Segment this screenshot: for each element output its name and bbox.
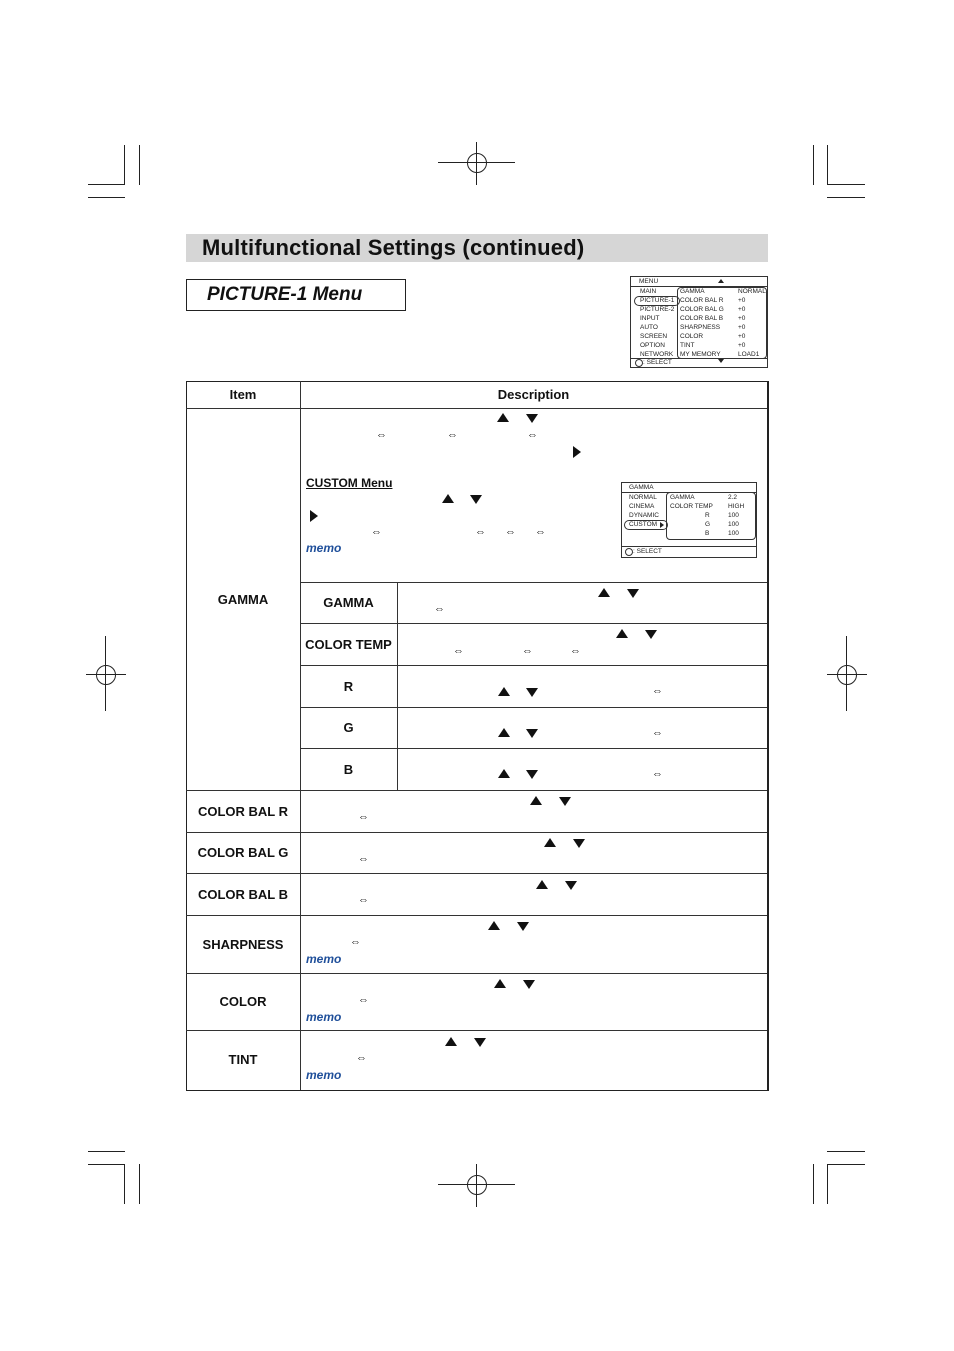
sub-item-b: B (343, 761, 354, 777)
main-osd-menu (630, 276, 768, 368)
lr-arrow-icon: ⇔ (570, 645, 581, 657)
lr-arrow-icon: ⇔ (376, 429, 387, 441)
page-title: Multifunctional Settings (continued) (202, 235, 585, 260)
osd-footer-divider (622, 546, 756, 547)
osd-right-item: G (705, 521, 711, 528)
osd-right-item: GAMMA (680, 288, 705, 295)
lr-arrow-icon: ⇔ (652, 768, 663, 780)
down-arrow-icon (718, 359, 724, 363)
osd-header: MENU (639, 278, 659, 285)
osd-right-item: COLOR TEMP (670, 503, 713, 510)
osd-right-value: +0 (738, 333, 746, 340)
osd-right-value: +0 (738, 342, 746, 349)
item-sharpness: SHARPNESS (202, 936, 284, 952)
down-triangle-icon (526, 729, 538, 738)
osd-right-item: SHARPNESS (680, 324, 721, 331)
lr-arrow-icon: ⇔ (475, 526, 486, 538)
memo-label: memo (306, 1010, 342, 1024)
down-triangle-icon (645, 630, 657, 639)
down-triangle-icon (526, 770, 538, 779)
sub-item-g: G (343, 720, 354, 735)
osd-right-item: MY MEMORY (680, 351, 721, 358)
osd-left-item: OPTION (640, 342, 665, 349)
up-triangle-icon (497, 413, 509, 422)
header-description: Description (497, 387, 570, 402)
osd-left-item: PICTURE-2 (640, 306, 675, 313)
lr-arrow-icon: ⇔ (358, 811, 369, 823)
header-item: Item (229, 387, 257, 402)
section-title-bar (186, 234, 768, 262)
menu-title-box (186, 279, 406, 311)
item-tint: TINT (228, 1052, 258, 1067)
memo-label: memo (306, 952, 342, 966)
osd-right-item: COLOR BAL B (680, 315, 724, 322)
osd-right-value: 2.2 (728, 494, 738, 501)
osd-left-item: MAIN (640, 288, 657, 295)
osd-left-item: PICTURE-1 (640, 297, 675, 304)
lr-arrow-icon: ⇔ (356, 1052, 367, 1064)
up-triangle-icon (498, 728, 510, 737)
osd-header: GAMMA (629, 484, 654, 491)
up-triangle-icon (494, 979, 506, 988)
sub-item-r: R (343, 678, 354, 694)
up-arrow-icon (718, 279, 724, 283)
up-triangle-icon (616, 629, 628, 638)
lr-arrow-icon: ⇔ (350, 936, 361, 948)
osd-left-item: NORMAL (629, 494, 657, 501)
lr-arrow-icon: ⇔ (652, 727, 663, 739)
sub-item-color-temp: COLOR TEMP (305, 636, 392, 652)
down-triangle-icon (474, 1038, 486, 1047)
menu-title: PICTURE-1 Menu (207, 284, 363, 305)
osd-right-value: HIGH (728, 503, 745, 510)
lr-arrow-icon: ⇔ (535, 526, 546, 538)
lr-arrow-icon: ⇔ (447, 429, 458, 441)
memo-label: memo (306, 541, 342, 555)
up-triangle-icon (530, 796, 542, 805)
osd-right-item: COLOR (680, 333, 704, 340)
up-triangle-icon (544, 838, 556, 847)
osd-right-value: 100 (728, 521, 739, 528)
memo-label: memo (306, 1068, 342, 1082)
item-color-bal-b: COLOR BAL B (197, 886, 289, 902)
osd-right-value: +0 (738, 297, 746, 304)
osd-left-item: INPUT (640, 315, 660, 322)
lr-arrow-icon: ⇔ (371, 526, 382, 538)
osd-left-item: CUSTOM (629, 521, 658, 528)
lr-arrow-icon: ⇔ (652, 685, 663, 697)
osd-right-value: +0 (738, 306, 746, 313)
custom-menu-label: CUSTOM Menu (306, 476, 393, 490)
osd-selection-highlight (634, 296, 680, 306)
down-triangle-icon (627, 589, 639, 598)
up-triangle-icon (598, 588, 610, 597)
down-triangle-icon (526, 688, 538, 697)
down-triangle-icon (526, 414, 538, 423)
up-triangle-icon (442, 494, 454, 503)
osd-left-item: CINEMA (629, 503, 655, 510)
osd-right-item: COLOR BAL R (680, 297, 724, 304)
item-color-bal-r: COLOR BAL R (197, 803, 289, 819)
sub-column-divider (397, 582, 398, 790)
osd-right-value: +0 (738, 315, 746, 322)
up-triangle-icon (488, 921, 500, 930)
select-icon (625, 548, 633, 556)
right-triangle-icon (573, 446, 581, 458)
item-gamma: GAMMA (217, 591, 269, 607)
up-triangle-icon (445, 1037, 457, 1046)
lr-arrow-icon: ⇔ (434, 603, 445, 615)
osd-left-item: DYNAMIC (629, 512, 659, 519)
osd-footer: : SELECT (633, 548, 662, 555)
osd-right-value: +0 (738, 324, 746, 331)
osd-left-item: AUTO (640, 324, 658, 331)
osd-left-item: SCREEN (640, 333, 668, 340)
osd-right-item: TINT (680, 342, 695, 349)
osd-left-item: NETWORK (640, 351, 674, 358)
lr-arrow-icon: ⇔ (358, 894, 369, 906)
lr-arrow-icon: ⇔ (358, 853, 369, 865)
item-color-bal-g: COLOR BAL G (197, 845, 289, 860)
osd-footer: : SELECT (643, 359, 672, 366)
up-triangle-icon (498, 769, 510, 778)
right-triangle-icon (310, 510, 318, 522)
select-icon (635, 359, 643, 367)
osd-right-value: LOAD1 (738, 351, 760, 358)
lr-arrow-icon: ⇔ (505, 526, 516, 538)
down-triangle-icon (565, 881, 577, 890)
osd-right-item: COLOR BAL G (680, 306, 724, 313)
up-triangle-icon (536, 880, 548, 889)
osd-right-item: GAMMA (670, 494, 695, 501)
down-triangle-icon (470, 495, 482, 504)
osd-right-value: 100 (728, 530, 739, 537)
down-triangle-icon (523, 980, 535, 989)
lr-arrow-icon: ⇔ (522, 645, 533, 657)
osd-right-value: 100 (728, 512, 739, 519)
lr-arrow-icon: ⇔ (527, 429, 538, 441)
up-triangle-icon (498, 687, 510, 696)
lr-arrow-icon: ⇔ (453, 645, 464, 657)
down-triangle-icon (559, 797, 571, 806)
down-triangle-icon (573, 839, 585, 848)
osd-right-item: R (705, 512, 710, 519)
osd-right-item: B (705, 530, 710, 537)
sub-item-gamma: GAMMA (323, 595, 374, 610)
right-triangle-icon (660, 522, 664, 528)
gamma-osd-menu (621, 482, 757, 558)
down-triangle-icon (517, 922, 529, 931)
osd-right-value: NORMAL (738, 288, 766, 295)
item-color: COLOR (219, 994, 267, 1009)
lr-arrow-icon: ⇔ (358, 994, 369, 1006)
